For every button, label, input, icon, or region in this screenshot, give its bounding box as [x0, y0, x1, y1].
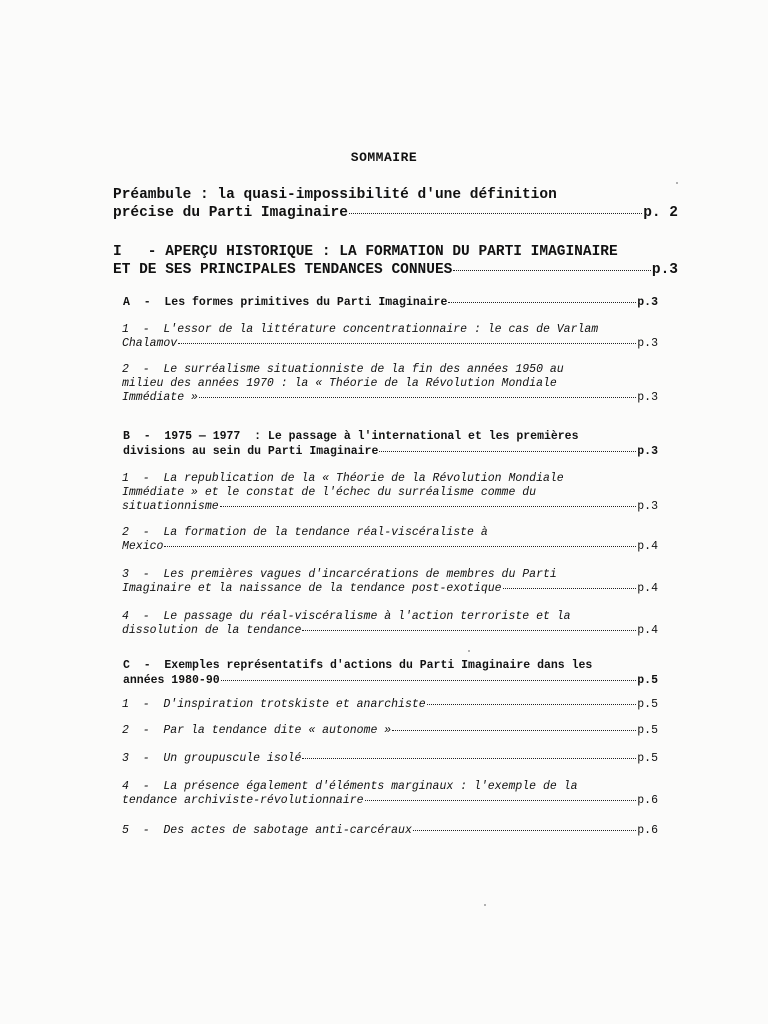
toc-last-line: [122, 752, 658, 766]
dot-leader: [302, 758, 636, 759]
dot-leader: [427, 704, 637, 705]
page-number: p.5: [637, 674, 658, 687]
toc-entry-text: Imaginaire et la naissance de la tendance post-exotique: [122, 582, 502, 595]
dot-leader: [178, 343, 636, 344]
scan-speck: [484, 904, 486, 906]
dot-leader: [448, 302, 636, 303]
dot-leader: [392, 730, 636, 731]
toc-item-b4: [122, 610, 658, 638]
toc-section-a: [123, 295, 658, 310]
toc-item-c5: [122, 824, 658, 838]
toc-last-line: [123, 673, 658, 688]
toc-item-a1: [122, 323, 658, 351]
dot-leader: [221, 680, 637, 681]
dot-leader: [379, 451, 636, 452]
toc-entry-text: années 1980-90: [123, 674, 220, 687]
page-number: p.3: [637, 391, 658, 404]
toc-entry-text: Chalamov: [122, 337, 178, 350]
toc-last-line: [122, 698, 658, 712]
page-number: p.3: [637, 296, 658, 309]
toc-line: Préambule : la quasi-impossibilité d'une définition: [113, 187, 557, 203]
toc-last-line: [122, 337, 658, 351]
toc-line: milieu des années 1970 : la « Théorie de la Révolution Mondiale: [122, 377, 557, 390]
toc-item-c1: [122, 698, 658, 712]
page-number: p.3: [637, 445, 658, 458]
toc-item-a2: [122, 363, 658, 405]
dot-leader: [199, 397, 636, 398]
toc-last-line: [122, 391, 658, 405]
dot-leader: [220, 506, 637, 507]
toc-last-line: [123, 295, 658, 310]
page-number: p.3: [637, 500, 658, 513]
toc-entry-text: Immédiate »: [122, 391, 198, 404]
toc-line: I - APERÇU HISTORIQUE : LA FORMATION DU PARTI IMAGINAIRE: [113, 244, 618, 260]
scan-speck: [468, 650, 470, 652]
dot-leader: [164, 546, 636, 547]
toc-entry-text: 1 - D'inspiration trotskiste et anarchiste: [122, 698, 426, 711]
dot-leader: [413, 830, 636, 831]
toc-item-c3: [122, 752, 658, 766]
toc-entry-text: 5 - Des actes de sabotage anti-carcéraux: [122, 824, 412, 837]
toc-line: B - 1975 — 1977 : Le passage à l'international et les premières: [123, 430, 579, 443]
toc-line: 2 - Le surréalisme situationniste de la fin des années 1950 au: [122, 363, 564, 376]
dot-leader: [365, 800, 637, 801]
toc-entry-text: 3 - Un groupuscule isolé: [122, 752, 302, 765]
page-number: p.4: [637, 582, 658, 595]
page-number: p.5: [637, 698, 658, 711]
toc-section-b: [123, 429, 658, 459]
toc-line: Immédiate » et le constat de l'échec du surréalisme comme du: [122, 486, 537, 499]
toc-last-line: [122, 624, 658, 638]
toc-entry-text: dissolution de la tendance: [122, 624, 302, 637]
page-title: SOMMAIRE: [350, 150, 418, 165]
toc-entry-preambule: [113, 186, 678, 222]
dot-leader: [302, 630, 636, 631]
toc-entry-text: A - Les formes primitives du Parti Imaginaire: [123, 296, 448, 309]
scan-speck: [676, 182, 678, 184]
toc-line: 4 - Le passage du réal-viscéralisme à l'action terroriste et la: [122, 610, 571, 623]
toc-entry-text: tendance archiviste-révolutionnaire: [122, 794, 364, 807]
toc-entry-text: précise du Parti Imaginaire: [113, 205, 348, 221]
page-number: p.4: [637, 624, 658, 637]
toc-section-c: [123, 658, 658, 688]
toc-line: 3 - Les premières vagues d'incarcérations de membres du Parti: [122, 568, 557, 581]
toc-item-b2: [122, 526, 658, 554]
toc-last-line: [122, 824, 658, 838]
toc-item-b1: [122, 472, 658, 514]
dot-leader: [503, 588, 637, 589]
toc-line: 1 - La republication de la « Théorie de la Révolution Mondiale: [122, 472, 564, 485]
toc-line: 4 - La présence également d'éléments marginaux : l'exemple de la: [122, 780, 578, 793]
toc-line: C - Exemples représentatifs d'actions du Parti Imaginaire dans les: [123, 659, 593, 672]
dot-leader: [453, 270, 651, 271]
page-number: p.3: [651, 262, 678, 278]
toc-item-c4: [122, 780, 658, 808]
toc-last-line: [122, 540, 658, 554]
toc-last-line: [113, 261, 678, 279]
toc-entry-text: Mexico: [122, 540, 164, 553]
toc-item-c2: [122, 724, 658, 738]
toc-last-line: [122, 500, 658, 514]
toc-entry-text: divisions au sein du Parti Imaginaire: [123, 445, 379, 458]
toc-entry-text: situationnisme: [122, 500, 219, 513]
toc-last-line: [122, 724, 658, 738]
toc-last-line: [122, 794, 658, 808]
dot-leader: [349, 213, 642, 214]
page-number: p.5: [637, 752, 658, 765]
toc-last-line: [122, 582, 658, 596]
toc-item-b3: [122, 568, 658, 596]
page-number: p.3: [637, 337, 658, 350]
toc-last-line: [113, 204, 678, 222]
toc-line: 2 - La formation de la tendance réal-viscéraliste à: [122, 526, 488, 539]
page-number: p.4: [637, 540, 658, 553]
toc-last-line: [123, 444, 658, 459]
page-number: p. 2: [643, 205, 678, 221]
toc-entry-text: 2 - Par la tendance dite « autonome »: [122, 724, 392, 737]
page-number: p.6: [637, 794, 658, 807]
toc-entry-text: ET DE SES PRINCIPALES TENDANCES CONNUES: [113, 262, 453, 278]
page-number: p.5: [637, 724, 658, 737]
toc-entry-part-1: [113, 243, 678, 279]
page-number: p.6: [637, 824, 658, 837]
toc-line: 1 - L'essor de la littérature concentrationnaire : le cas de Varlam: [122, 323, 599, 336]
